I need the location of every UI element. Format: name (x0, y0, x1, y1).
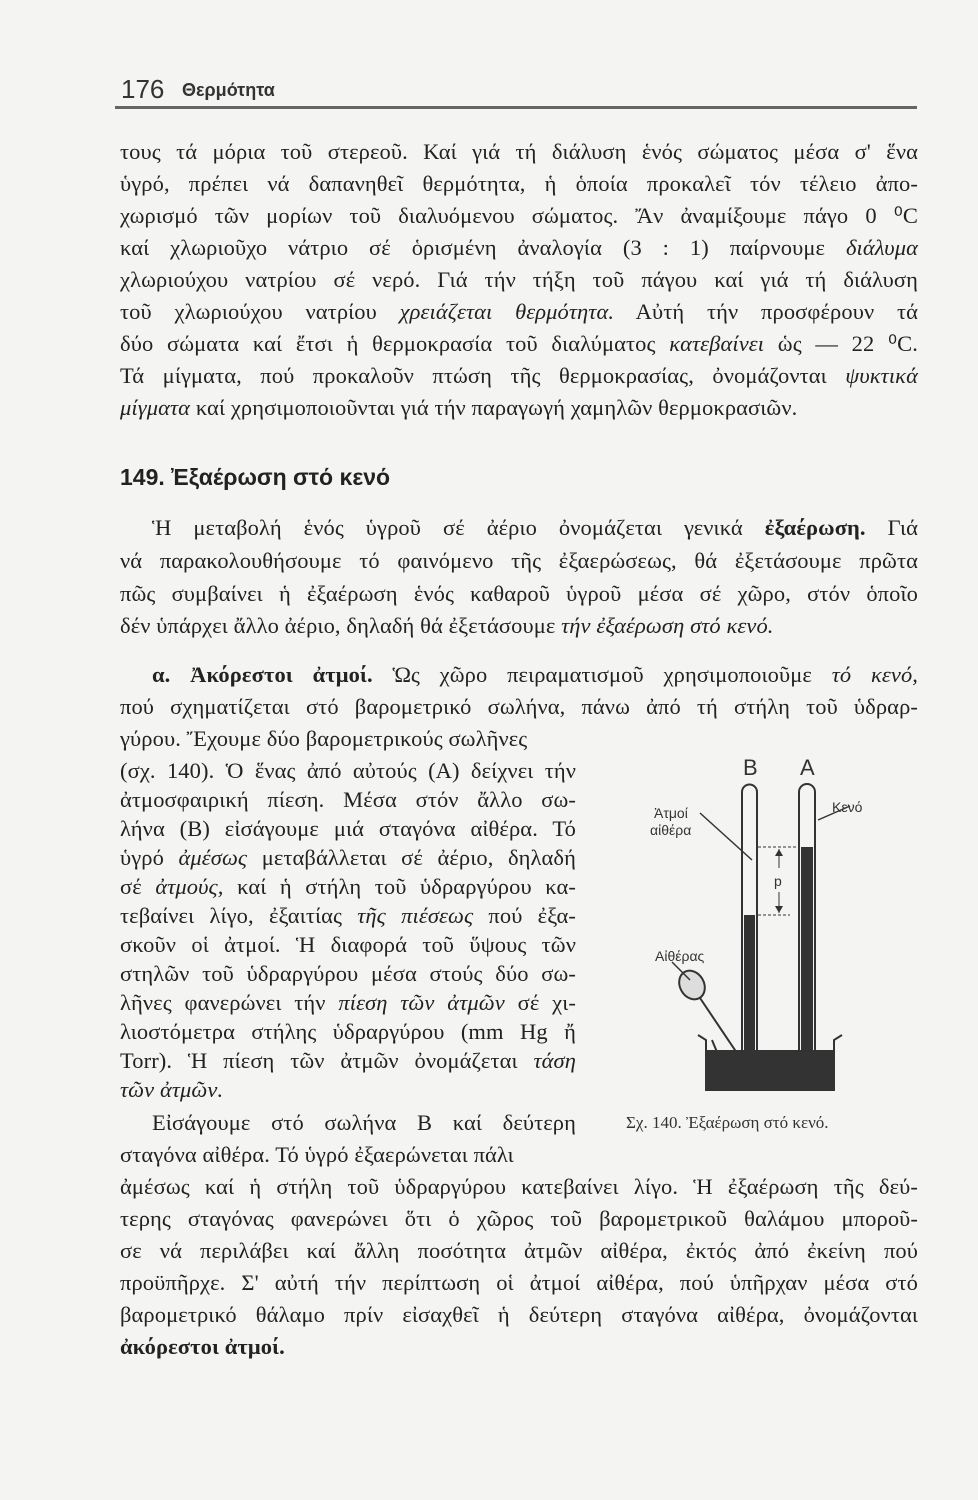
text-line (120, 989, 576, 1017)
section-heading: 149. Ἐξαέρωση στό κενό (120, 464, 391, 490)
text-segment: τους τά μόρια τοῦ στερεοῦ. Καί γιά τή διάλυση ἑνός σώματος μέσα σ' ἕνα (120, 139, 918, 164)
tube-a (799, 784, 815, 1064)
text-segment: χλωριούχου νατρίου σέ νερό. Γιά τήν τήξη τοῦ πάγου καί γιά τή διάλυση (120, 267, 918, 292)
text-line (120, 725, 576, 753)
text-line (120, 1141, 576, 1169)
text-line (120, 902, 576, 930)
text-line (120, 580, 918, 608)
italic-text: τό κενό, (831, 662, 919, 687)
text-line (120, 844, 576, 872)
italic-text: τῶν ἀτμῶν. (120, 1077, 224, 1102)
text-segment: τοῦ χλωριούχου νατρίου (120, 299, 400, 324)
italic-text: διάλυμα (845, 235, 918, 260)
text-line (120, 1205, 918, 1233)
text-segment: σέ (120, 874, 156, 899)
text-segment: πού σχηματίζεται στό βαρομετρικό σωλήνα, πάνω ἀπό τή στήλη τοῦ ὑδραρ- (120, 694, 918, 719)
text-segment: πῶς συμβαίνει ἡ ἐξαέρωση ἑνός καθαροῦ ὑγροῦ μέσα σέ χῶρο, στόν ὁποῖο (120, 581, 918, 606)
text-segment: καί χρησιμοποιοῦνται γιά τήν παραγωγή χαμηλῶν θερμοκρασιῶν. (190, 395, 798, 420)
text-segment: πού ἐξα- (473, 903, 577, 928)
text-line (120, 661, 918, 689)
text-line (120, 612, 918, 640)
text-line (120, 1047, 576, 1075)
text-line (120, 330, 918, 358)
text-line (120, 786, 576, 814)
figure-caption: Σχ. 140. Ἐξαέρωση στό κενό. (626, 1113, 829, 1132)
italic-text: ψυκτικά (845, 363, 918, 388)
text-segment: ὑγρό, πρέπει νά δαπανηθεῖ θερμότητα, ἡ ὁποία προκαλεῖ τόν τέλειο ἀπο- (120, 171, 918, 196)
text-segment: σταγόνα αἰθέρα. Τό ὑγρό ἐξαερώνεται πάλι (120, 1142, 514, 1167)
text-segment: σε νά περιλάβει καί ἄλλη ποσότητα ἀτμῶν αἰθέρα, ἐκτός ἀπό ἐκείνη πού (120, 1238, 918, 1263)
text-line (120, 960, 576, 988)
figure-140-evaporation-diagram (600, 740, 900, 1110)
text-segment: νά παρακολουθήσουμε τό φαινόμενο τῆς ἐξαερώσεως, θά ἐξετάσουμε πρῶτα (120, 548, 918, 573)
text-segment: βαρομετρικό θάλαμο πρίν εἰσαχθεῖ ἡ δεύτερη σταγόνα αἰθέρα, ὀνομάζονται (120, 1302, 918, 1327)
italic-text: τάση (533, 1048, 576, 1073)
text-line (120, 234, 918, 262)
text-segment: Αὐτή τήν προσφέρουν τά (614, 299, 919, 324)
text-line (120, 1109, 576, 1137)
text-segment: Εἰσάγουμε στό σωλήνα Β καί δεύτερη (152, 1110, 576, 1135)
italic-text: τῆς πιέσεως (357, 903, 474, 928)
text-segment: καί ἡ στήλη τοῦ ὑδραργύρου κα- (223, 874, 576, 899)
text-segment: Τά μίγματα, πού προκαλοῦν πτώση τῆς θερμοκρασίας, ὀνομάζονται (120, 363, 846, 388)
text-line (120, 266, 918, 294)
text-line (120, 362, 918, 390)
text-line (120, 931, 576, 959)
text-line (120, 547, 918, 575)
text-line (120, 202, 918, 230)
text-segment: προϋπῆρχε. Σ' αὐτή τήν περίπτωση οἱ ἀτμοί αἰθέρα, πού ὑπῆρχαν μέσα στό (120, 1270, 918, 1295)
bold-text: ἐξαέρωση. (764, 515, 866, 540)
label-ether-vapor-line2: αἰθέρα (650, 822, 692, 838)
bold-text: ἀκόρεστοι ἀτμοί. (120, 1334, 285, 1359)
text-segment: στηλῶν τοῦ ὑδραργύρου μέσα στούς δύο σω- (120, 961, 576, 986)
text-segment: καί χλωριοῦχο νάτριο σέ ὁρισμένη ἀναλογία (3 : 1) παίρνουμε (120, 235, 846, 260)
text-segment: γύρου. Ἔχουμε δύο βαρομετρικούς σωλῆνες (120, 726, 528, 751)
label-vacuum: Κενό (832, 799, 863, 815)
text-segment: δέν ὑπάρχει ἄλλο ἀέριο, δηλαδή θά ἐξετάσουμε (120, 613, 562, 638)
tube-b (742, 785, 757, 1070)
italic-text: μίγματα (120, 395, 191, 420)
text-line (120, 514, 918, 542)
text-line (120, 815, 576, 843)
text-line (120, 298, 918, 326)
italic-text: πίεση τῶν ἀτμῶν (338, 990, 505, 1015)
italic-text: χρειάζεται θερμότητα. (399, 299, 615, 324)
running-title: Θερμότητα (182, 80, 275, 100)
dish (698, 1035, 842, 1090)
italic-text: τήν ἐξαέρωση στό κενό. (561, 613, 774, 638)
text-segment: δύο σώματα καί ἔτσι ἡ θερμοκρασία τοῦ διαλύματος (120, 331, 670, 356)
label-tube-b: Β (743, 755, 758, 780)
text-line (120, 170, 918, 198)
italic-text: ἀτμούς, (155, 874, 224, 899)
italic-text: κατεβαίνει (669, 331, 765, 356)
text-segment: λιοστόμετρα στήλης ὑδραργύρου (mm Hg ἤ (120, 1019, 576, 1044)
text-line (120, 394, 918, 422)
text-segment: ἀμέσως καί ἡ στήλη τοῦ ὑδραργύρου κατεβαίνει λίγο. Ἡ ἐξαέρωση τῆς δεύ- (120, 1174, 918, 1199)
italic-text: ἀμέσως (178, 845, 248, 870)
text-line (120, 1018, 576, 1046)
text-line (120, 1301, 918, 1329)
text-segment: ὑγρό (120, 845, 179, 870)
label-ether-vapor-line1: Ἀτμοί (654, 805, 688, 821)
page-number: 176 (121, 74, 165, 104)
text-line (120, 757, 576, 785)
text-segment: λήνα (Β) εἰσάγουμε μιά σταγόνα αἰθέρα. Τό (120, 816, 576, 841)
text-segment: σκοῦν οἱ ἀτμοί. Ἡ διαφορά τοῦ ὕψους τῶν (120, 932, 576, 957)
text-segment: ὡς — 22 ⁰C. (764, 331, 918, 356)
label-pressure-p: p (774, 873, 782, 889)
text-segment: Γιά (865, 515, 918, 540)
text-segment: μεταβάλλεται σέ ἀέριο, δηλαδή (247, 845, 576, 870)
text-line (120, 1173, 918, 1201)
text-segment: σέ χι- (504, 990, 576, 1015)
text-line (120, 1076, 576, 1104)
text-line (120, 138, 918, 166)
label-ether: Αἰθέρας (655, 948, 705, 964)
text-segment: ἀτμοσφαιρική πίεση. Μέσα στόν ἄλλο σω- (120, 787, 576, 812)
text-line (120, 873, 576, 901)
text-segment: Ἡ μεταβολή ἑνός ὑγροῦ σέ ἀέριο ὀνομάζεται γενικά (152, 515, 765, 540)
header-rule (115, 106, 917, 109)
text-segment: (σχ. 140). Ὁ ἕνας ἀπό αὐτούς (Α) δείχνει τήν (120, 758, 576, 783)
text-segment: χωρισμό τῶν μορίων τοῦ διαλυόμενου σώματος. Ἄν ἀναμίξουμε πάγο 0 ⁰C (120, 203, 918, 228)
text-line (120, 1333, 918, 1361)
text-line (120, 693, 918, 721)
text-segment: τεβαίνει λίγο, ἐξαιτίας (120, 903, 358, 928)
text-segment: Ὡς χῶρο πειραματισμοῦ χρησιμοποιοῦμε (372, 662, 832, 687)
text-segment: Torr). Ἡ πίεση τῶν ἀτμῶν ὀνομάζεται (120, 1048, 534, 1073)
text-segment: λῆνες φανερώνει τήν (120, 990, 339, 1015)
text-line (120, 1269, 918, 1297)
text-line (120, 1237, 918, 1265)
text-segment: τερης σταγόνας φανερώνει ὅτι ὁ χῶρος τοῦ βαρομετρικοῦ θαλάμου μποροῦ- (120, 1206, 918, 1231)
label-tube-a: Α (800, 755, 815, 780)
bold-text: α. Ἀκόρεστοι ἀτμοί. (152, 662, 373, 687)
